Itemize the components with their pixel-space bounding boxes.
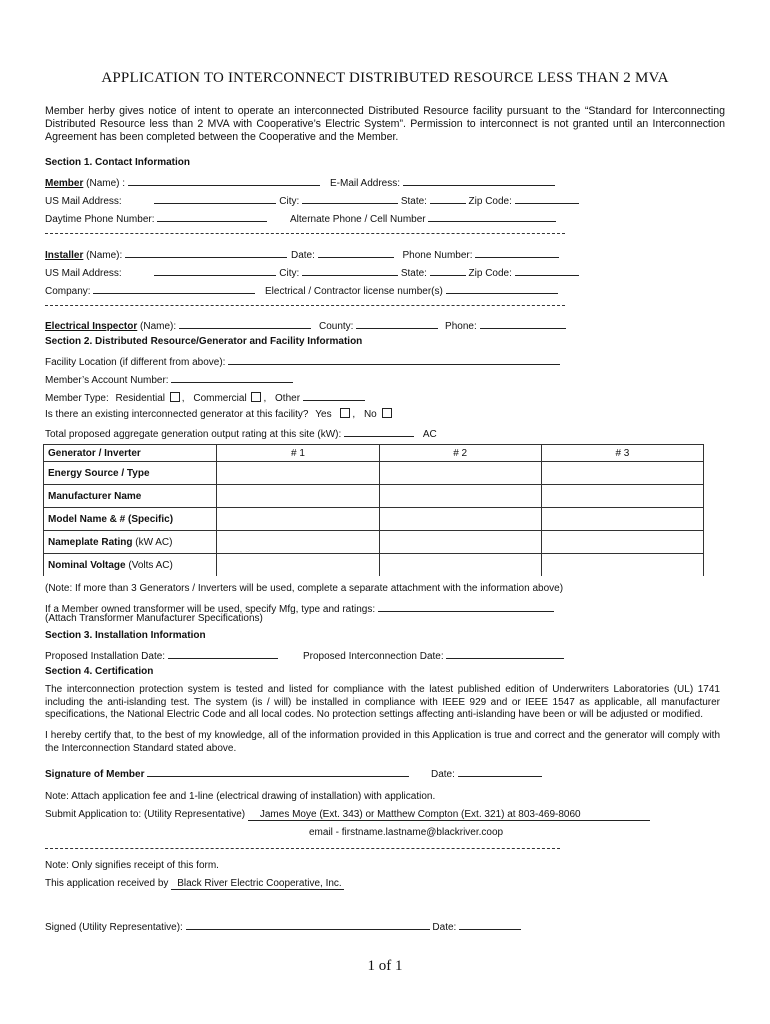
- no-checkbox[interactable]: [382, 408, 392, 418]
- certify-paragraph: I hereby certify that, to the best of my knowledge, all of the information provided in this Application is true and correct and the generator will comply with the Interconnection Standard stated above.: [45, 730, 720, 754]
- certification-paragraph: The interconnection protection system is tested and listed for compliance with the latest published edition of Underwriters Laboratories (UL) 1741 including the anti-islanding test. The system (is / will) be installed in compliance with IEEE 929 and or IEEE 1547 as applicable, all manufacturer specifications, the National Electric Code and all local codes. No protection settings affecting anti-islanding have been or will be adjusted or modified.: [45, 684, 720, 720]
- state-label: State:: [400, 268, 427, 279]
- table-cell[interactable]: [217, 531, 379, 554]
- row-label-nameplate: [44, 531, 217, 554]
- company-row: [45, 283, 255, 297]
- mail-label: US Mail Address:: [45, 196, 122, 207]
- alt-phone-label: Alternate Phone / Cell Number: [290, 214, 426, 225]
- section-1-heading: Section 1. Contact Information: [45, 157, 191, 168]
- table-cell[interactable]: [217, 485, 379, 508]
- installer-state-field[interactable]: [430, 265, 466, 276]
- table-row: [44, 485, 704, 508]
- member-address-row: [45, 193, 579, 207]
- county-label: County:: [319, 321, 354, 332]
- signed-row: [45, 919, 521, 933]
- member-state-field[interactable]: [430, 193, 466, 204]
- column-header-1: # 1: [217, 445, 379, 462]
- section-2-heading: Section 2. Distributed Resource/Generator and Facility Information: [45, 336, 363, 347]
- table-cell[interactable]: [379, 508, 541, 531]
- section-4-heading: Section 4. Certification: [45, 666, 154, 677]
- table-cell[interactable]: [541, 531, 703, 554]
- no-label: No: [363, 409, 377, 420]
- table-row: [44, 462, 704, 485]
- phone-label: Phone:: [445, 321, 477, 332]
- member-zip-field[interactable]: [515, 193, 579, 204]
- license-label: Electrical / Contractor license number(s): [265, 286, 443, 297]
- license-row: [265, 283, 558, 297]
- installer-date-row: [291, 247, 559, 261]
- table-cell[interactable]: [217, 554, 379, 577]
- inspector-label: Electrical Inspector: [45, 321, 138, 332]
- submit-label: Submit Application to: (Utility Representative): [45, 809, 246, 820]
- column-header-3: # 3: [541, 445, 703, 462]
- signature-field[interactable]: [147, 766, 409, 777]
- table-cell[interactable]: [541, 554, 703, 577]
- submit-row: [45, 809, 650, 821]
- transformer-field[interactable]: [378, 601, 554, 612]
- installer-row: [45, 247, 287, 261]
- installer-address-row: [45, 265, 579, 279]
- inspector-row: [45, 318, 311, 332]
- day-phone-field[interactable]: [157, 211, 267, 222]
- other-type-field[interactable]: [303, 390, 365, 401]
- yes-label: Yes: [315, 409, 332, 420]
- table-header-row: [44, 445, 704, 462]
- table-row: [44, 554, 704, 577]
- row-label-energy-source: Energy Source / Type: [44, 462, 217, 485]
- page-number: 1 of 1: [367, 958, 403, 974]
- interconnect-date-field[interactable]: [446, 648, 564, 659]
- divider: [45, 848, 560, 849]
- account-row: [45, 372, 293, 386]
- signature-row: [45, 766, 409, 780]
- generator-inverter-header: Generator / Inverter: [44, 445, 217, 462]
- received-row: [45, 878, 344, 890]
- company-label: Company:: [45, 286, 91, 297]
- zip-label: Zip Code:: [468, 268, 512, 279]
- residential-label: Residential: [115, 393, 165, 404]
- row-label-manufacturer: Manufacturer Name: [44, 485, 217, 508]
- nameplate-bold: Nameplate Rating: [48, 536, 133, 548]
- signature-label: Signature of Member: [45, 769, 145, 780]
- divider: [45, 233, 565, 234]
- table-cell[interactable]: [379, 462, 541, 485]
- member-email-row: [330, 175, 555, 189]
- voltage-bold: Nominal Voltage: [48, 559, 126, 571]
- total-rating-field[interactable]: [344, 426, 414, 437]
- table-cell[interactable]: [379, 554, 541, 577]
- table-cell[interactable]: [217, 462, 379, 485]
- member-type-label: Member Type:: [45, 393, 109, 404]
- table-cell[interactable]: [541, 462, 703, 485]
- installer-mail-field[interactable]: [154, 265, 276, 276]
- alt-phone-field[interactable]: [428, 211, 556, 222]
- commercial-checkbox[interactable]: [251, 392, 261, 402]
- zip-label: Zip Code:: [468, 196, 512, 207]
- facility-row: [45, 354, 560, 368]
- signed-date-field[interactable]: [459, 919, 521, 930]
- installer-date-label: Date:: [291, 250, 315, 261]
- account-number-label: Member’s Account Number:: [45, 375, 169, 386]
- phone-number-label: Phone Number:: [402, 250, 473, 261]
- alt-phone-row: [290, 211, 556, 225]
- existing-generator-question: Is there an existing interconnected generator at this facility?: [45, 409, 309, 420]
- residential-checkbox[interactable]: [170, 392, 180, 402]
- member-mail-field[interactable]: [154, 193, 276, 204]
- table-cell[interactable]: [379, 485, 541, 508]
- member-phone-row: [45, 211, 267, 225]
- install-date-label: Proposed Installation Date:: [45, 651, 166, 662]
- inspector-county-row: [319, 318, 566, 332]
- inspector-name-field[interactable]: [179, 318, 311, 329]
- inspector-name-label: (Name):: [140, 321, 177, 332]
- yes-checkbox[interactable]: [340, 408, 350, 418]
- email-label: E-Mail Address:: [330, 178, 401, 189]
- signature-date-label: Date:: [431, 769, 455, 780]
- day-phone-label: Daytime Phone Number:: [45, 214, 155, 225]
- license-field[interactable]: [446, 283, 558, 294]
- mail-label: US Mail Address:: [45, 268, 122, 279]
- member-row: [45, 175, 320, 189]
- nameplate-unit: (kW AC): [135, 536, 173, 548]
- table-cell[interactable]: [217, 508, 379, 531]
- column-header-2: # 2: [379, 445, 541, 462]
- company-field[interactable]: [93, 283, 255, 294]
- ac-label: AC: [422, 429, 437, 440]
- installer-label: Installer: [45, 250, 84, 261]
- member-type-row: Member Type: Residential , Commercial , Other: [45, 390, 365, 404]
- signature-date-row: [431, 766, 542, 780]
- member-name-label: (Name) :: [86, 178, 126, 189]
- table-cell[interactable]: [379, 531, 541, 554]
- existing-generator-row: Is there an existing interconnected generator at this facility? Yes , No: [45, 408, 394, 420]
- installer-name-label: (Name):: [86, 250, 123, 261]
- table-cell[interactable]: [541, 485, 703, 508]
- intro-paragraph: Member herby gives notice of intent to operate an interconnected Distributed Resource facility pursuant to the “Standard for Interconnecting Distributed Resource less than 2 MVA with Cooperative’s Electric System”. Permission to interconnect is not granted until an Interconnection Agreement has been completed between the Cooperative and the Member.: [45, 105, 725, 143]
- other-label: Other: [275, 393, 301, 404]
- table-row: [44, 508, 704, 531]
- interconnect-date-label: Proposed Interconnection Date:: [303, 651, 444, 662]
- generator-table: [43, 444, 704, 576]
- total-rating-row: [45, 426, 437, 440]
- receipt-note: Note: Only signifies receipt of this form.: [45, 860, 219, 871]
- interconnect-date-row: [303, 648, 564, 662]
- installer-zip-field[interactable]: [515, 265, 579, 276]
- inspector-phone-field[interactable]: [480, 318, 566, 329]
- table-cell[interactable]: [541, 508, 703, 531]
- installer-city-field[interactable]: [302, 265, 398, 276]
- table-row: [44, 531, 704, 554]
- document-title: APPLICATION TO INTERCONNECT DISTRIBUTED RESOURCE LESS THAN 2 MVA: [101, 70, 669, 86]
- state-label: State:: [400, 196, 427, 207]
- city-label: City:: [279, 196, 300, 207]
- divider: [45, 305, 565, 306]
- voltage-unit: (Volts AC): [128, 559, 173, 571]
- commercial-label: Commercial: [193, 393, 247, 404]
- transformer-label: If a Member owned transformer will be used, specify Mfg, type and ratings:: [45, 604, 376, 615]
- member-label: Member: [45, 178, 84, 189]
- received-by-value: Black River Electric Cooperative, Inc.: [171, 878, 344, 890]
- member-name-field[interactable]: [128, 175, 320, 186]
- attach-note: Note: Attach application fee and 1-line (electrical drawing of installation) with application.: [45, 791, 436, 802]
- received-by-label: This application received by: [45, 878, 169, 889]
- signature-date-field[interactable]: [458, 766, 542, 777]
- member-email-field[interactable]: [403, 175, 555, 186]
- facility-location-label: Facility Location (if different from above):: [45, 357, 226, 368]
- county-field[interactable]: [356, 318, 438, 329]
- signed-date-label: Date:: [432, 922, 457, 933]
- section-3-heading: Section 3. Installation Information: [45, 630, 206, 641]
- city-label: City:: [279, 268, 300, 279]
- signed-label: Signed (Utility Representative):: [45, 922, 183, 933]
- member-city-field[interactable]: [302, 193, 398, 204]
- attach-specs-note: (Attach Transformer Manufacturer Specifications): [45, 613, 263, 624]
- signed-field[interactable]: [186, 919, 430, 930]
- submit-representative-value: James Moye (Ext. 343) or Matthew Compton (Ext. 321) at 803-469-8060: [248, 809, 650, 821]
- install-date-field[interactable]: [168, 648, 278, 659]
- install-date-row: [45, 648, 278, 662]
- row-label-model: Model Name & # (Specific): [44, 508, 217, 531]
- total-rating-label: Total proposed aggregate generation output rating at this site (kW):: [45, 429, 342, 440]
- note-more-generators: (Note: If more than 3 Generators / Inverters will be used, complete a separate attachment with the information above): [45, 583, 564, 594]
- email-line: email - firstname.lastname@blackriver.coop: [309, 827, 504, 838]
- row-label-voltage: [44, 554, 217, 577]
- account-number-field[interactable]: [171, 372, 293, 383]
- installer-phone-field[interactable]: [475, 247, 559, 258]
- installer-name-field[interactable]: [125, 247, 287, 258]
- facility-location-field[interactable]: [228, 354, 560, 365]
- installer-date-field[interactable]: [318, 247, 394, 258]
